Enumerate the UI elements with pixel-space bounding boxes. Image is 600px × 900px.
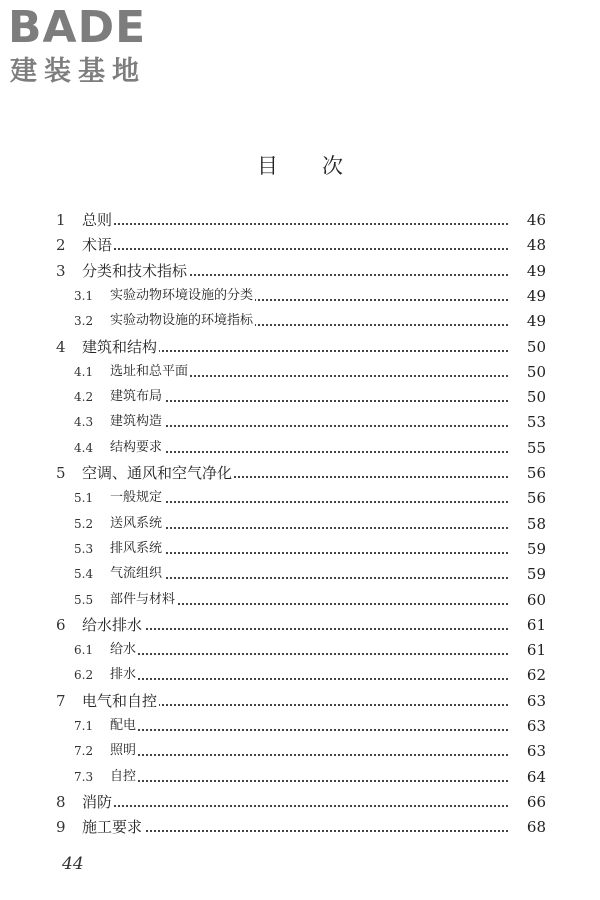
toc-dot-leader	[110, 577, 508, 579]
toc-entry-title: 结构要求	[110, 436, 164, 460]
toc-entry-number: 4.4	[74, 440, 94, 455]
toc-entry	[0, 739, 600, 763]
toc-dot-leader	[90, 628, 508, 630]
toc-entry-title: 给水排水	[82, 613, 144, 637]
toc-entry-number: 6	[56, 615, 66, 634]
toc-entry-page: 56	[508, 461, 546, 485]
toc-dot-leader	[110, 754, 508, 756]
toc-entry-title: 自控	[110, 765, 138, 789]
toc-dot-leader	[110, 780, 508, 782]
toc-entry-title: 气流组织	[110, 562, 164, 586]
toc-entry-number: 5.1	[74, 491, 94, 506]
toc-dot-leader	[110, 501, 508, 503]
toc-entry	[0, 588, 600, 612]
toc-entry	[0, 436, 600, 460]
toc-entry	[0, 360, 600, 384]
toc-entry	[0, 335, 600, 359]
toc-entry-page: 63	[508, 714, 546, 738]
toc-entry-number: 7.2	[74, 744, 94, 759]
toc-entry-page: 61	[508, 613, 546, 637]
toc-entry	[0, 714, 600, 738]
toc-dot-leader	[90, 248, 508, 250]
toc-entry-title: 给水	[110, 638, 138, 662]
toc-entry-title: 配电	[110, 714, 138, 738]
toc-entry-page: 49	[508, 259, 546, 283]
toc-entry-number: 4.2	[74, 390, 94, 405]
toc-entry-page: 59	[508, 537, 546, 561]
toc-dot-leader	[110, 552, 508, 554]
toc-entry-page: 49	[508, 309, 546, 333]
toc-dot-leader	[110, 527, 508, 529]
toc-entry-title: 总则	[82, 208, 114, 232]
toc-entry-page: 58	[508, 512, 546, 536]
toc-entry-number: 5.5	[74, 592, 94, 607]
toc-entry-number: 5.2	[74, 516, 94, 531]
toc-entry-number: 1	[56, 211, 66, 229]
toc-entry-title: 实验动物环境设施的分类	[110, 284, 255, 308]
toc-dot-leader	[110, 729, 508, 731]
toc-entry-title: 选址和总平面	[110, 360, 190, 384]
toc-dot-leader	[90, 830, 508, 832]
toc-dot-leader	[90, 805, 508, 807]
toc-entry-page: 50	[508, 360, 546, 384]
toc-entry	[0, 663, 600, 687]
toc-entry-title: 一般规定	[110, 486, 164, 510]
toc-entry-number: 3.1	[74, 288, 94, 303]
toc-entry-title: 空调、通风和空气净化	[82, 461, 234, 485]
toc-title: 目次	[257, 154, 387, 178]
logo-wordmark: BADE	[8, 2, 147, 53]
toc-entry-title: 分类和技术指标	[82, 259, 189, 283]
logo-subtitle: 建装基地	[10, 56, 146, 87]
logo	[8, 4, 178, 90]
toc-dot-leader	[110, 425, 508, 427]
toc-dot-leader	[110, 678, 508, 680]
toc-entry-title: 施工要求	[82, 815, 144, 839]
toc-entry-number: 4.1	[74, 364, 94, 379]
toc-entry-number: 5	[56, 464, 66, 482]
toc-entry	[0, 461, 600, 485]
toc-entry-page: 61	[508, 638, 546, 662]
toc-entry	[0, 790, 600, 814]
toc-entry-number: 6.2	[74, 668, 94, 683]
toc-entry	[0, 537, 600, 561]
toc-entry-page: 66	[508, 790, 546, 814]
toc-entry-page: 64	[508, 765, 546, 789]
toc-entry-title: 排风系统	[110, 537, 164, 561]
toc-entry-page: 46	[508, 208, 546, 232]
toc-dot-leader	[110, 400, 508, 402]
toc-entry	[0, 410, 600, 434]
toc-dot-leader	[110, 653, 508, 655]
toc-entry-page: 50	[508, 335, 546, 359]
toc-entry-title: 建筑和结构	[82, 335, 159, 359]
toc-entry-title: 建筑构造	[110, 410, 164, 434]
toc-entry-number: 3.2	[74, 314, 94, 329]
toc-entry-number: 3	[56, 261, 66, 280]
toc-entry	[0, 638, 600, 662]
toc-entry	[0, 208, 600, 232]
toc-entry-number: 7.1	[74, 719, 94, 733]
toc-entry-title: 电气和自控	[82, 689, 159, 713]
toc-entry-number: 4.3	[74, 415, 94, 430]
toc-entry	[0, 385, 600, 409]
toc-entry-number: 5.4	[74, 567, 94, 582]
toc-entry	[0, 259, 600, 283]
toc-entry-title: 建筑布局	[110, 385, 164, 409]
toc-entry-page: 62	[508, 663, 546, 687]
toc-entry-number: 2	[56, 236, 66, 255]
toc-entry-number: 5.3	[74, 541, 94, 556]
toc-entry-page: 50	[508, 385, 546, 409]
toc-entry-title: 排水	[110, 663, 138, 687]
toc-entry-page: 59	[508, 562, 546, 586]
toc-entry	[0, 562, 600, 586]
toc-entry	[0, 613, 600, 637]
toc-entry	[0, 512, 600, 536]
toc-entry-title: 照明	[110, 739, 138, 763]
toc-entry	[0, 284, 600, 308]
toc-entry-number: 4	[56, 337, 66, 356]
toc-entry-page: 53	[508, 410, 546, 434]
toc-entry-page: 63	[508, 739, 546, 763]
toc-entry-title: 实验动物设施的环境指标	[110, 309, 255, 333]
toc-entry-title: 术语	[82, 233, 114, 257]
page-number: 44	[62, 854, 84, 874]
toc-entry-title: 消防	[82, 790, 114, 814]
toc-dot-leader	[110, 451, 508, 453]
toc-entry-page: 60	[508, 588, 546, 612]
toc-entry	[0, 233, 600, 257]
toc-entry-number: 7	[56, 691, 66, 710]
toc-entry-page: 49	[508, 284, 546, 308]
toc-entry-title: 送风系统	[110, 512, 164, 536]
toc-entry-title: 部件与材料	[110, 588, 177, 612]
toc-entry-page: 48	[508, 233, 546, 257]
toc-entry-page: 63	[508, 689, 546, 713]
toc-entry-number: 8	[56, 792, 66, 811]
toc-entry-number: 6.1	[74, 643, 94, 658]
toc-entry	[0, 309, 600, 333]
toc-entry	[0, 765, 600, 789]
toc-entry-number: 9	[56, 818, 66, 837]
toc-entry	[0, 689, 600, 713]
toc-dot-leader	[90, 223, 508, 225]
toc-entry-page: 56	[508, 486, 546, 510]
toc-entry-page: 55	[508, 436, 546, 460]
toc-entry	[0, 486, 600, 510]
toc-entry-number: 7.3	[74, 769, 94, 784]
toc-entry-page: 68	[508, 815, 546, 839]
toc-entry	[0, 815, 600, 839]
